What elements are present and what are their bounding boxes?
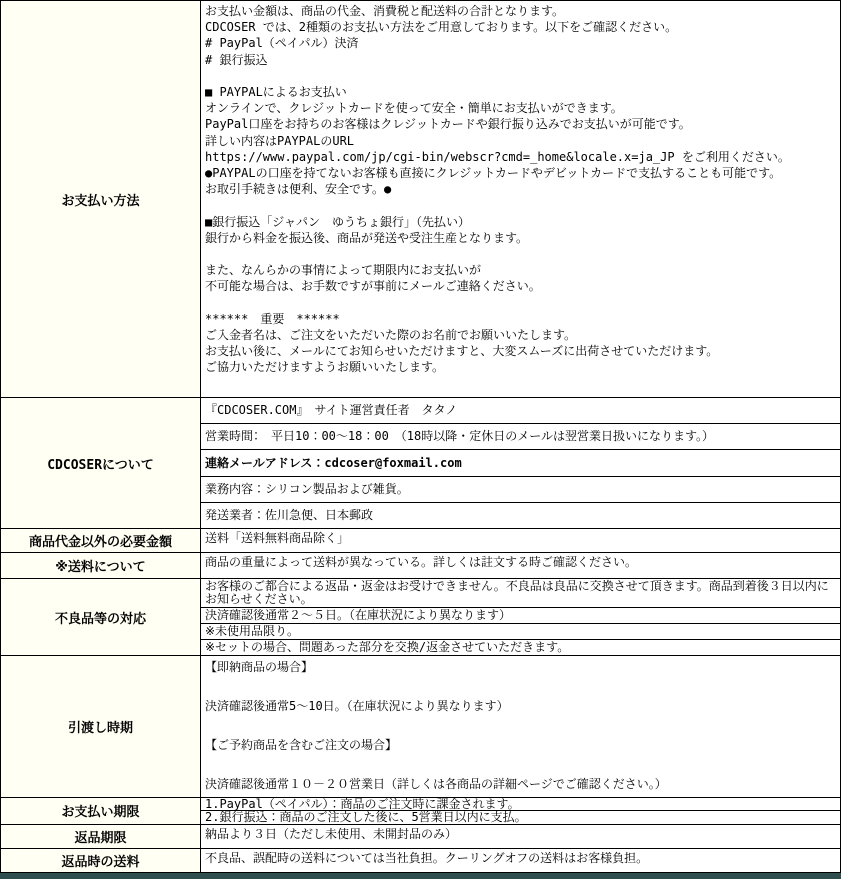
table-row	[1, 825, 840, 849]
content-cell	[201, 579, 840, 608]
table-row	[1, 1, 840, 398]
content-cell	[201, 624, 840, 640]
text-line: 【ご予約商品を含むご注文の場合】	[205, 738, 398, 752]
content-cell	[201, 529, 840, 548]
content-cell	[201, 450, 840, 476]
text-line: ご入金者名は、ご注文をいただいた際のお名前でお願いいたします。	[205, 328, 577, 343]
text-line: 【即納商品の場合】	[205, 660, 314, 674]
row-content	[201, 579, 840, 655]
row-label: CDCOSERについて	[1, 398, 201, 528]
row-content	[201, 553, 840, 578]
text-line: 『CDCOSER.COM』 サイト運営責任者 タタノ	[205, 403, 458, 418]
row-content	[201, 398, 840, 528]
text-line: 1.PayPal（ペイパル）：商品のご注文時に課金されます。	[205, 796, 520, 811]
text-line: 発送業者：佐川急便、日本郵政	[205, 507, 374, 522]
text-line: # 銀行振込	[205, 52, 268, 67]
table-row	[1, 656, 840, 798]
content-cell	[201, 503, 840, 528]
content-cell	[201, 640, 840, 655]
text-line: 2.銀行振込：商品のご注文した後に、5営業日以内に支払。	[205, 810, 527, 825]
text-line	[205, 197, 836, 213]
text-line: ※セットの場合、問題あった部分を交換/返金させていただきます。	[205, 640, 570, 654]
text-line: 納品より３日（ただし未使用、未開封品のみ）	[205, 826, 458, 841]
text-line: # PayPal（ペイパル）決済	[205, 36, 359, 51]
text-line	[205, 756, 836, 776]
text-line: 決済確認後通常２～５日。（在庫状況により異なります）	[205, 608, 512, 622]
content-cell	[201, 608, 840, 624]
content-cell	[201, 825, 840, 844]
text-line: お支払い金額は、商品の代金、消費税と配送料の合計となります。	[205, 4, 565, 18]
text-line	[205, 295, 836, 311]
text-line: 商品の重量によって送料が異なっている。詳しくは註文する時ご確認ください。	[205, 555, 638, 569]
text-line: 営業時間： 平日10：00～18：00 （18時以降・定休日のメールは翌営業日扱いになります。）	[205, 429, 715, 444]
row-content	[201, 529, 840, 552]
row-label: お支払い方法	[1, 1, 201, 397]
text-line: ご協力いただけますようお願いいたします。	[205, 360, 445, 375]
content-cell	[201, 477, 840, 503]
text-line	[205, 246, 836, 262]
text-line: ■銀行振込「ジャパン ゆうちょ銀行」（先払い）	[205, 214, 470, 229]
content-cell	[201, 811, 840, 824]
text-line	[205, 717, 836, 737]
text-line: 銀行から料金を振込後、商品が発送や受注生産となります。	[205, 230, 529, 245]
text-line: ●PAYPALの口座を持てないお客様も直接にクレジットカードやデビットカードで支払することも可能です。	[205, 166, 782, 181]
table-row	[1, 398, 840, 529]
text-line: 業務内容：シリコン製品および雑貨。	[205, 481, 409, 496]
text-line: ****** 重要 ******	[205, 311, 340, 326]
row-label: 返品期限	[1, 825, 201, 848]
text-line: PayPal口座をお持ちのお客様はクレジットカードや銀行振り込みでお支払いが可能です。	[205, 117, 691, 132]
content-cell	[201, 424, 840, 450]
table-row	[1, 529, 840, 553]
row-content	[201, 849, 840, 872]
row-label: 不良品等の対応	[1, 579, 201, 655]
row-label: ※送料について	[1, 553, 201, 578]
table-row	[1, 849, 840, 873]
table-row	[1, 798, 840, 825]
text-line: https://www.paypal.com/jp/cgi-bin/webscr?cmd=_home&locale.x=ja_JP をご利用ください。	[205, 149, 790, 164]
text-line: お支払い後に、メールにてお知らせいただけますと、大変スムーズに出荷させていただけます。	[205, 344, 719, 359]
text-line: 詳しい内容はPAYPALのURL	[205, 133, 355, 148]
row-label: 商品代金以外の必要金額	[1, 529, 201, 552]
text-line	[205, 678, 836, 698]
content-cell	[201, 849, 840, 868]
text-line: オンラインで、クレジットカードを使って安全・簡単にお支払いができます。	[205, 101, 623, 116]
text-line: 決済確認後通常１０－２０営業日（詳しくは各商品の詳細ページでご確認ください。）	[205, 777, 667, 791]
text-line: 決済確認後通常5～10日。（在庫状況により異なります）	[205, 699, 509, 713]
row-label: お支払い期限	[1, 798, 201, 824]
text-line: お取引手続きは便利、安全です。●	[205, 182, 392, 197]
table-row	[1, 579, 840, 656]
text-line: ※未使用品限り。	[205, 624, 300, 638]
content-cell	[201, 1, 840, 378]
text-line: 送料「送料無料商品除く」	[205, 531, 350, 545]
text-line: CDCOSER では、2種類のお支払い方法をご用意しております。以下をご確認ください。	[205, 20, 678, 35]
text-line: 不可能な場合は、お手数ですが事前にメールご連絡ください。	[205, 279, 541, 294]
row-content	[201, 825, 840, 848]
text-line: ■ PAYPALによるお支払い	[205, 85, 347, 100]
content-cell	[201, 398, 840, 424]
row-content	[201, 798, 840, 824]
text-line	[205, 68, 836, 84]
text-line: 連絡メールアドレス：cdcoser@foxmail.com	[205, 455, 462, 470]
content-cell	[201, 798, 840, 812]
text-line: また、なんらかの事情によって期限内にお支払いが	[205, 263, 482, 278]
content-cell	[201, 553, 840, 572]
row-content	[201, 1, 840, 397]
content-cell	[201, 656, 840, 797]
section-divider-bar	[0, 873, 841, 879]
text-line: 不良品、誤配時の送料については当社負担。クーリングオフの送料はお客様負担。	[205, 850, 649, 865]
row-label: 引渡し時期	[1, 656, 201, 797]
table-row	[1, 553, 840, 579]
text-line: お客様のご都合による返品・返金はお受けできません。不良品は良品に交換させて頂きます。商品到着後３日以内にお知らせください。	[205, 579, 829, 606]
row-label: 返品時の送料	[1, 849, 201, 872]
row-content	[201, 656, 840, 797]
